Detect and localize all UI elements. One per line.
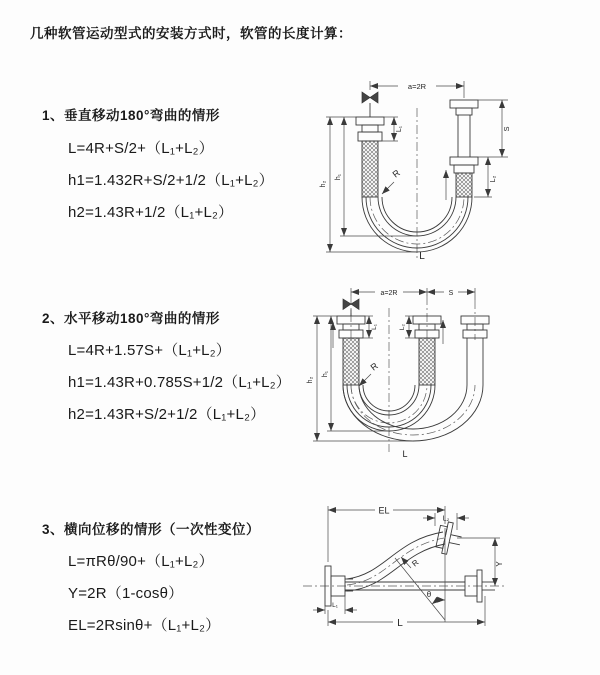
braided-hose-middle [419, 338, 435, 385]
dim-l2-label: L₂ [399, 323, 406, 331]
dim-el-label: EL [378, 505, 390, 516]
section-1-heading: 1、垂直移动180°弯曲的情形 [42, 108, 220, 123]
section-2-heading: 2、水平移动180°弯曲的情形 [42, 311, 220, 326]
section-3-heading: 3、横向位移的情形（一次性变位） [42, 522, 261, 537]
section-3-formula-L: L=πRθ/90+（L₁+L₂） [68, 553, 214, 570]
page-title: 几种软管运动型式的安装方式时，软管的长度计算： [30, 26, 352, 41]
right-fitting [450, 100, 478, 173]
braided-hose-left [343, 338, 359, 385]
section-3-formula-EL: EL=2Rsinθ+（L₁+L₂） [68, 617, 221, 634]
dim-a2r-label: a=2R [407, 82, 427, 91]
dim-l1-label: L₁ [396, 125, 403, 133]
dim-l1-label: L₁ [332, 602, 338, 609]
section-2-formula-h1: h1=1.43R+0.785S+1/2（L₁+L₂） [68, 374, 291, 391]
diagram-lateral-displacement [295, 500, 600, 655]
section-1-formula-h2: h2=1.43R+1/2（L₁+L₂） [68, 204, 234, 221]
dim-y-label: Y [495, 561, 504, 567]
braided-hose-right [456, 173, 472, 197]
dim-l-label: L [419, 251, 425, 262]
upper-flange-tilted [435, 520, 464, 556]
construction-diagonal [395, 558, 445, 620]
left-fitting [356, 117, 384, 141]
section-3-formula-Y: Y=2R（1-cosθ） [68, 585, 184, 602]
radius-label: R [390, 167, 402, 180]
section-2-formula-L: L=4R+1.57S+（L₁+L₂） [68, 342, 231, 359]
dim-l2-label: L₂ [442, 515, 450, 523]
diagram-horizontal-180-bend [303, 280, 595, 460]
dim-s-label: S [448, 290, 454, 297]
dim-l-label: L [402, 449, 408, 459]
dim-h1-label: h₁ [335, 173, 342, 181]
dim-s-label: S [502, 126, 511, 132]
section-2-formula-h2: h2=1.43R+S/2+1/2（L₁+L₂） [68, 406, 266, 423]
dim-l-label: L [397, 618, 403, 629]
dim-l1-label: L₁ [371, 324, 378, 330]
diagram-vertical-180-bend [312, 72, 592, 262]
right-fitting-shifted [461, 316, 489, 385]
dim-h2-label: h₂ [307, 376, 314, 384]
dim-a2r-label: a=2R [380, 290, 398, 297]
braided-hose-left [362, 141, 378, 197]
dim-h1-label: h₁ [322, 370, 329, 378]
dim-l2-label: L₂ [490, 175, 497, 183]
section-1-formula-h1: h1=1.432R+S/2+1/2（L₁+L₂） [68, 172, 274, 189]
radius-label: R [410, 557, 421, 569]
radius-label: R [368, 360, 380, 373]
s-curve-hose [347, 520, 464, 591]
valve-icon [362, 92, 378, 103]
angle-theta-label: θ [426, 590, 432, 599]
section-1-formula-L: L=4R+S/2+（L₁+L₂） [68, 140, 214, 157]
dim-h2-label: h₂ [320, 180, 327, 188]
